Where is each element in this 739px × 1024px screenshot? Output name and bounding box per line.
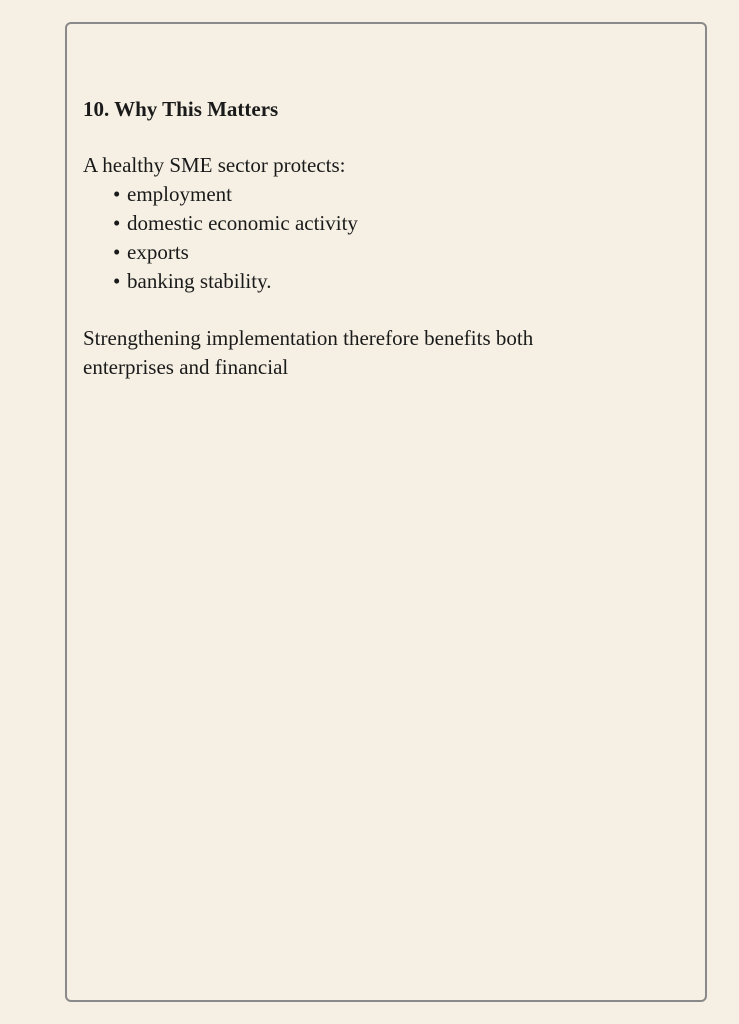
bullet-marker: • — [113, 211, 121, 235]
list-item — [113, 180, 683, 209]
bullet-marker: • — [113, 182, 121, 206]
bullet-marker: • — [113, 269, 121, 293]
list-item-text: banking stability. — [127, 269, 272, 293]
list-item-text: employment — [127, 182, 232, 206]
list-item-text: domestic economic activity — [127, 211, 358, 235]
list-item — [113, 238, 683, 267]
list-item — [113, 209, 683, 238]
list-item-text: exports — [127, 240, 189, 264]
bullet-list — [83, 180, 683, 296]
bullet-marker: • — [113, 240, 121, 264]
document-content — [83, 94, 683, 382]
intro-paragraph: A healthy SME sector protects: — [83, 153, 346, 177]
list-item — [113, 267, 683, 296]
closing-paragraph: Strengthening implementation therefore benefits both enterprises and financial — [83, 326, 534, 379]
section-heading: 10. Why This Matters — [83, 97, 279, 121]
